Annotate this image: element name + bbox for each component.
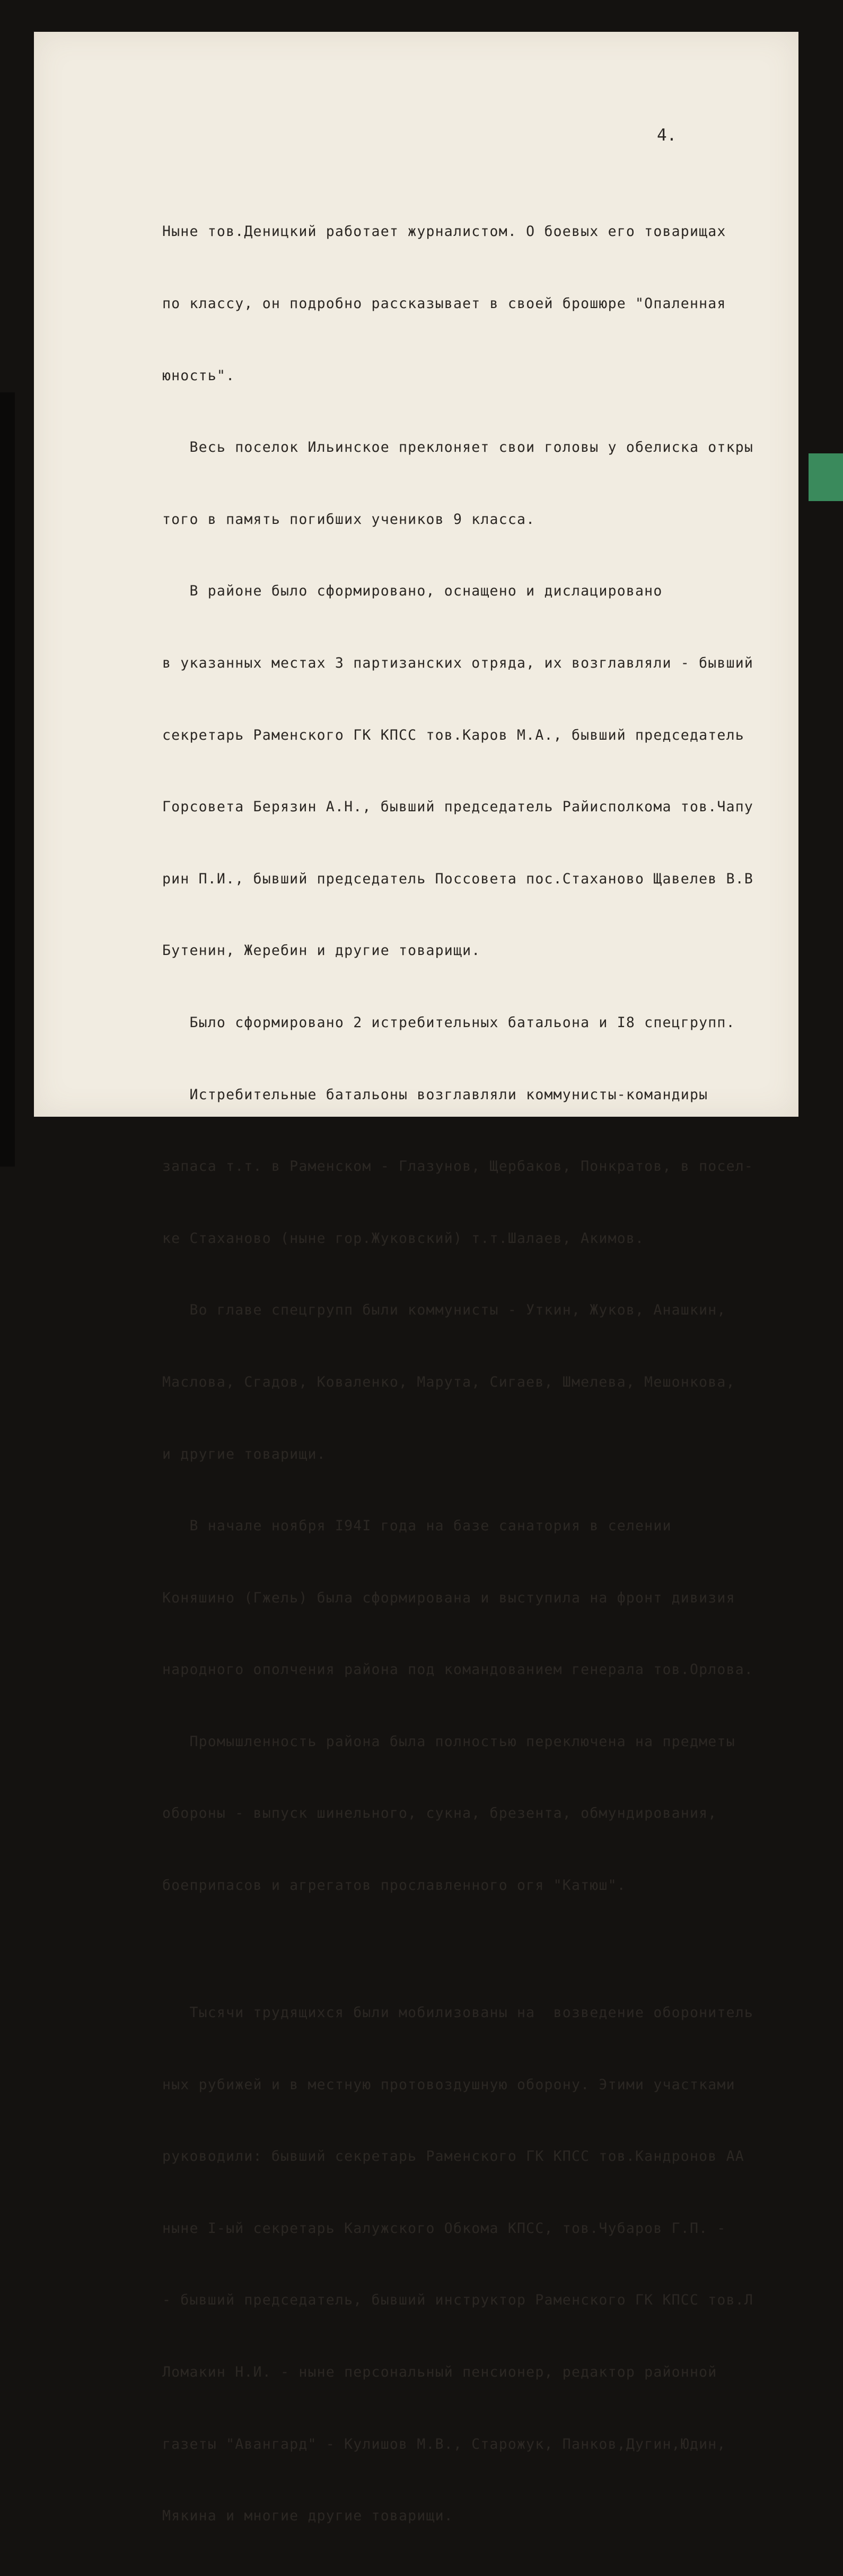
text-line: Во главе спецгрупп были коммунисты - Уткин, Жуков, Анашкин,	[162, 1302, 726, 1319]
paragraph-gap	[162, 1946, 798, 1953]
text-line: и другие товарищи.	[162, 1445, 326, 1462]
text-line: Весь поселок Ильинское преклоняет свои головы у обелиска откры	[162, 439, 754, 456]
text-line: В районе было сформировано, оснащено и дислацировано	[162, 583, 663, 600]
text-line: - бывший председатель, бывший инструктор Раменского ГК КПСС тов.Л	[162, 2292, 754, 2309]
text-line: Маслова, Сгадов, Коваленко, Марута, Сигаев, Шмелева, Мешонкова,	[162, 1373, 735, 1390]
page-number: 4.	[657, 126, 677, 145]
text-line: обороны - выпуск шинельного, сукна, брезента, обмундирования,	[162, 1805, 717, 1822]
typewritten-page	[34, 32, 798, 2525]
text-line: Горсовета Берязин А.Н., бывший председатель Райисполкома тов.Чапу	[162, 799, 754, 816]
text-line: Мякина и многие другие товарищи.	[162, 2508, 453, 2525]
text-line: газеты "Авангард" - Кулишов М.В., Старожук, Панков,Дугин,Юдин,	[162, 2435, 726, 2452]
text-line: Коняшино (Гжель) была сформирована и выступила на фронт дивизия	[162, 1589, 735, 1606]
text-line: ке Стаханово (ныне гор.Жуковский) т.т.Шалаев, Акимов.	[162, 1230, 645, 1247]
text-line: Ныне тов.Деницкий работает журналистом. О боевых его товарищах	[162, 223, 726, 240]
text-line: юность".	[162, 367, 235, 384]
text-line: того в память погибших учеников 9 класса.	[162, 511, 535, 528]
text-line: Промышленность района была полностью переключена на предметы	[162, 1733, 735, 1750]
text-line: по классу, он подробно рассказывает в своей брошюре "Опаленная	[162, 295, 726, 312]
text-line: секретарь Раменского ГК КПСС тов.Каров М.А., бывший председатель	[162, 726, 744, 743]
text-line: в указанных местах 3 партизанских отряда, их возглавляли - бывший	[162, 654, 754, 671]
text-line: народного ополчения района под командованием генерала тов.Орлова.	[162, 1661, 754, 1678]
scanner-background-strip	[0, 392, 15, 1167]
text-line: Ломакин Н.И. - ныне персональный пенсионер, редактор районной	[162, 2364, 717, 2381]
text-line: Истребительные батальоны возглавляли коммунисты-командиры	[162, 1086, 708, 1103]
text-line: ныне I-ый секретарь Калужского Обкома КПСС, тов.Чубаров Г.П. -	[162, 2220, 726, 2237]
text-line: руководили: бывший секретарь Раменского ГК КПСС тов.Кандронов АА	[162, 2148, 744, 2165]
text-line: В начале ноября I94I года на базе санатория в селении	[162, 1518, 672, 1535]
archive-marker-tab	[809, 453, 843, 501]
text-line: Было сформировано 2 истребительных батальона и I8 спецгрупп.	[162, 1014, 735, 1031]
text-line: рин П.И., бывший председатель Поссовета пос.Стаханово Щавелев В.В	[162, 870, 754, 887]
text-line: ных рубижей и в местную протовоздушную оборону. Этими участками	[162, 2076, 735, 2093]
body-text	[162, 172, 798, 2576]
text-line: Бутенин, Жеребин и другие товарищи.	[162, 942, 481, 959]
text-line: Тысячи трудящихся были мобилизованы на возведение оборонитель	[162, 2004, 754, 2021]
text-line: запаса т.т. в Раменском - Глазунов, Щербаков, Понкратов, в посел-	[162, 1158, 754, 1175]
text-line: боеприпасов и агрегатов прославленного огя "Катюш".	[162, 1877, 626, 1894]
